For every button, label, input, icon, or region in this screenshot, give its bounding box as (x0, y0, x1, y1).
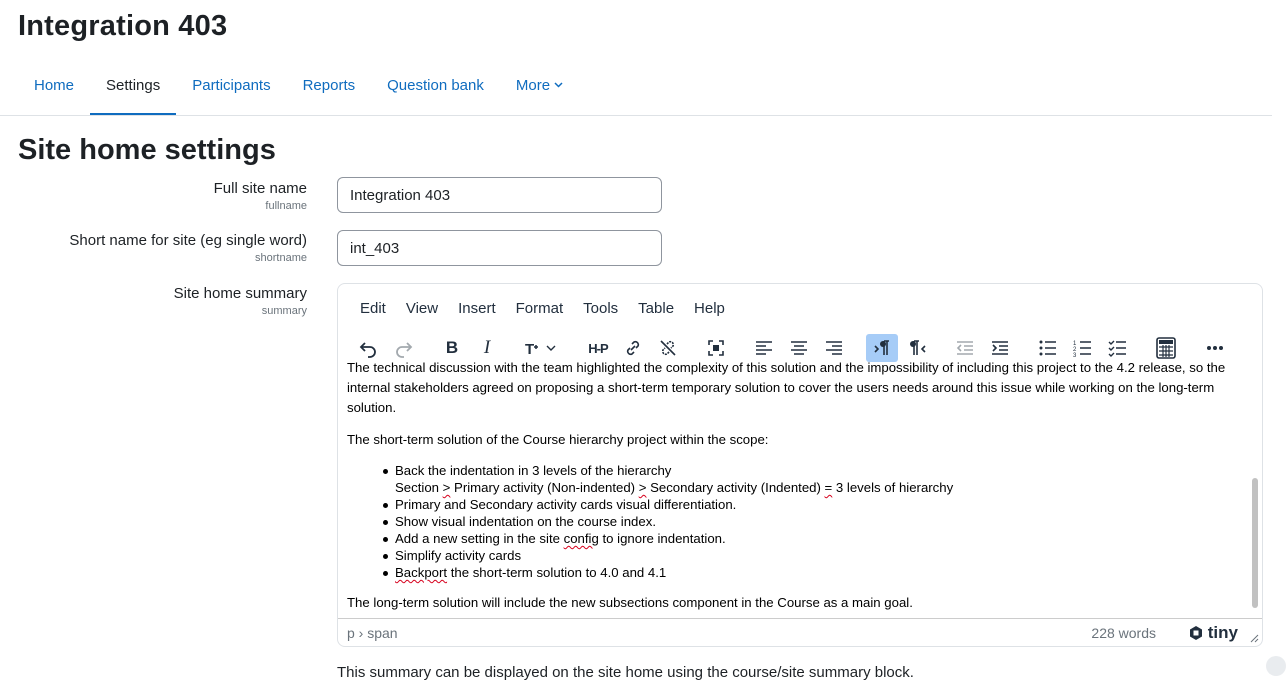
footer-help-button[interactable] (1266, 656, 1286, 676)
menu-tools[interactable]: Tools (583, 300, 619, 317)
fullname-label (214, 180, 307, 212)
svg-text:3: 3 (1073, 353, 1077, 359)
menu-edit[interactable]: Edit (360, 300, 386, 317)
tab-reports[interactable]: Reports (302, 76, 356, 94)
element-path[interactable]: p › span (347, 624, 398, 641)
list-item: Simplify activity cards (395, 547, 1239, 564)
italic-icon[interactable]: I (483, 337, 491, 358)
content-list (347, 462, 1239, 581)
tab-participants[interactable]: Participants (192, 76, 271, 94)
list-item-text: Secondary activity (Indented) (646, 480, 825, 495)
tab-question-bank[interactable]: Question bank (387, 76, 484, 94)
list-item-text: > (638, 480, 647, 495)
list-item-text: Primary activity (Non-indented) (450, 480, 639, 495)
secondary-navigation (18, 54, 1272, 116)
page-header (18, 10, 227, 43)
shortname-input[interactable]: int_403 (337, 230, 662, 266)
list-item-text: the short-term solution to 4.0 and 4.1 (447, 565, 667, 580)
tiny-logo-text: tiny (1207, 622, 1238, 642)
content-paragraph-2: The short-term solution of the Course hierarchy project within the scope: (347, 432, 769, 447)
list-item-text: to ignore indentation. (598, 531, 726, 546)
list-item (395, 530, 1239, 547)
rich-text-editor (337, 283, 1263, 647)
svg-text:T: T (525, 341, 535, 358)
tab-home[interactable]: Home (34, 76, 75, 94)
list-item-text: Section (395, 480, 443, 495)
scrollbar-thumb[interactable] (1252, 478, 1258, 608)
fullname-input[interactable]: Integration 403 (337, 177, 662, 213)
list-item: Primary and Secondary activity cards visual differentiation. (395, 496, 1239, 513)
editor-statusbar (338, 618, 1262, 646)
content-paragraph-1: The technical discussion with the team highlighted the complexity of this solution and the impossibility of including this project to the 4.2 release, so the internal stakeholders agreed on proposing a short-term temporary solution to cover the users needs around this issue while working on the long-term solution. (347, 360, 1226, 415)
list-item: Show visual indentation on the course index. (395, 513, 1239, 530)
svg-text:1: 1 (1073, 341, 1077, 347)
summary-label-text: Site home summary (173, 285, 307, 302)
editor-scrollbar[interactable] (1250, 370, 1260, 618)
shortname-label (69, 232, 307, 264)
list-item-text: config (563, 531, 599, 546)
nav-divider (0, 115, 1272, 116)
tiny-logo-icon (1188, 625, 1204, 641)
section-title: Site home settings (18, 134, 276, 166)
h5p-icon[interactable]: H-P (588, 340, 608, 356)
list-item-text: Backport (395, 565, 448, 580)
menu-format[interactable]: Format (515, 300, 564, 317)
list-item-text: = (824, 480, 833, 495)
editor-menubar (350, 298, 735, 319)
fullname-sublabel: fullname (265, 200, 307, 212)
word-count[interactable]: 228 words (1091, 624, 1156, 641)
tab-more-label: More (515, 76, 551, 94)
shortname-label-text: Short name for site (eg single word) (69, 232, 307, 249)
fullname-label-text: Full site name (213, 180, 307, 197)
editor-content[interactable] (338, 360, 1247, 618)
chevron-down-icon (554, 82, 563, 88)
list-item (395, 564, 1239, 581)
menu-help[interactable]: Help (694, 300, 725, 317)
svg-text:2: 2 (1073, 347, 1077, 353)
summary-label (174, 285, 307, 317)
menu-table[interactable]: Table (638, 300, 675, 317)
page-title: Integration 403 (18, 10, 228, 42)
resize-handle-icon[interactable] (1249, 633, 1259, 643)
content-paragraph-3: The long-term solution will include the new subsections component in the Course as a main goal. (347, 595, 913, 610)
menu-view[interactable]: View (405, 300, 439, 317)
shortname-sublabel: shortname (255, 252, 307, 264)
list-item-text: 3 levels of hierarchy (832, 480, 954, 495)
tab-settings[interactable]: Settings (90, 54, 176, 116)
list-item (395, 462, 1239, 496)
summary-sublabel: summary (261, 305, 307, 317)
bold-icon[interactable]: B (445, 338, 459, 357)
tiny-logo[interactable] (1188, 623, 1238, 643)
list-item-text: Add a new setting in the site (395, 531, 564, 546)
list-item-text: Back the indentation in 3 levels of the hierarchy (395, 463, 672, 478)
tab-more[interactable] (500, 54, 579, 116)
list-item-text: > (442, 480, 451, 495)
summary-help-text: This summary can be displayed on the site home using the course/site summary block. (337, 664, 914, 681)
menu-insert[interactable]: Insert (458, 300, 496, 317)
